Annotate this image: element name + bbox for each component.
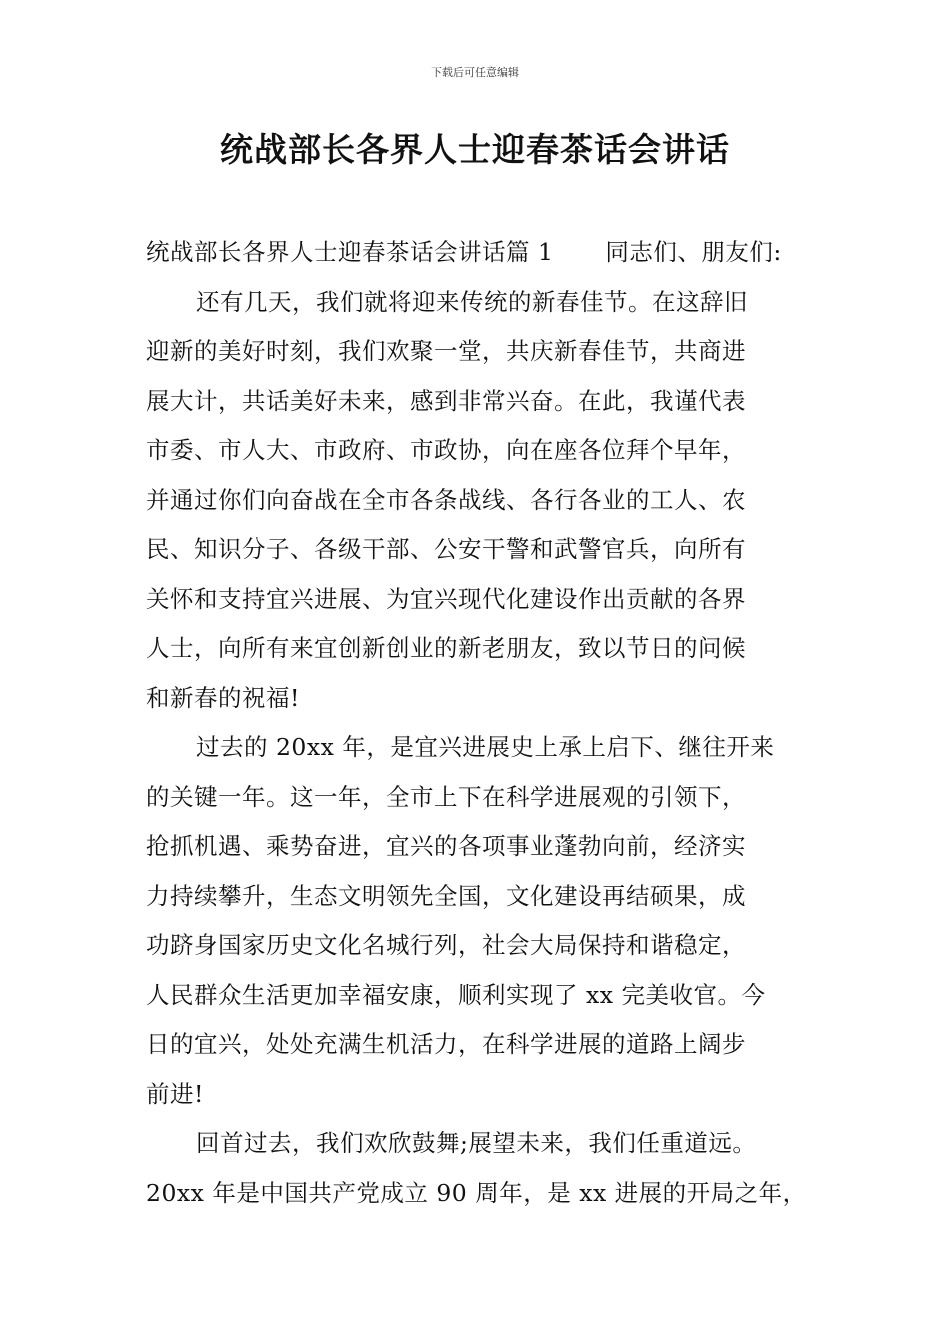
paragraph-line: 展大计，共话美好未来，感到非常兴奋。在此，我谨代表 bbox=[146, 386, 746, 415]
document-title: 统战部长各界人士迎春茶话会讲话 bbox=[220, 130, 730, 169]
paragraph-line: 迎新的美好时刻，我们欢聚一堂，共庆新春佳节，共商进 bbox=[146, 337, 746, 365]
paragraph-line: 功跻身国家历史文化名城行列，社会大局保持和谐稳定， bbox=[146, 931, 746, 959]
salutation: 同志们、朋友们: bbox=[605, 238, 782, 266]
paragraph-line: 日的宜兴，处处充满生机活力，在科学进展的道路上阔步 bbox=[146, 1030, 746, 1058]
paragraph-line: 力持续攀升，生态文明领先全国，文化建设再结硕果，成 bbox=[146, 881, 746, 910]
paragraph-line: 人士，向所有来宜创新创业的新老朋友，致以节日的问候 bbox=[146, 634, 746, 662]
paragraph-line: 并通过你们向奋战在全市各条战线、各行各业的工人、农 bbox=[146, 485, 746, 514]
paragraph-line: 还有几天，我们就将迎来传统的新春佳节。在这辞旧 bbox=[196, 287, 748, 316]
document-body bbox=[146, 228, 816, 1218]
paragraph-line: 20xx 年是中国共产党成立 90 周年，是 xx 进展的开局之年， bbox=[146, 1178, 807, 1207]
paragraph-line: 和新春的祝福! bbox=[146, 683, 300, 712]
paragraph-line: 抢抓机遇、乘势奋进，宜兴的各项事业蓬勃向前，经济实 bbox=[146, 832, 746, 860]
paragraph-line: 前进! bbox=[146, 1079, 204, 1108]
page-header-note: 下载后可任意编辑 bbox=[431, 66, 519, 79]
paragraph-line: 关怀和支持宜兴进展、为宜兴现代化建设作出贡献的各界 bbox=[146, 584, 746, 613]
paragraph-line: 民、知识分子、各级干部、公安干警和武警官兵，向所有 bbox=[146, 535, 746, 563]
intro-line bbox=[146, 228, 816, 278]
paragraph-line: 人民群众生活更加幸福安康，顺利实现了 xx 完美收官。今 bbox=[146, 980, 766, 1009]
paragraph-line: 的关键一年。这一年，全市上下在科学进展观的引领下， bbox=[146, 782, 746, 811]
paragraph-line: 回首过去，我们欢欣鼓舞;展望未来，我们任重道远。 bbox=[196, 1129, 757, 1157]
document-subtitle: 统战部长各界人士迎春茶话会讲话篇 1 bbox=[146, 238, 554, 266]
paragraph-line: 过去的 20xx 年，是宜兴进展史上承上启下、继往开来 bbox=[196, 733, 775, 761]
paragraph-line: 市委、市人大、市政府、市政协，向在座各位拜个早年， bbox=[146, 436, 746, 464]
